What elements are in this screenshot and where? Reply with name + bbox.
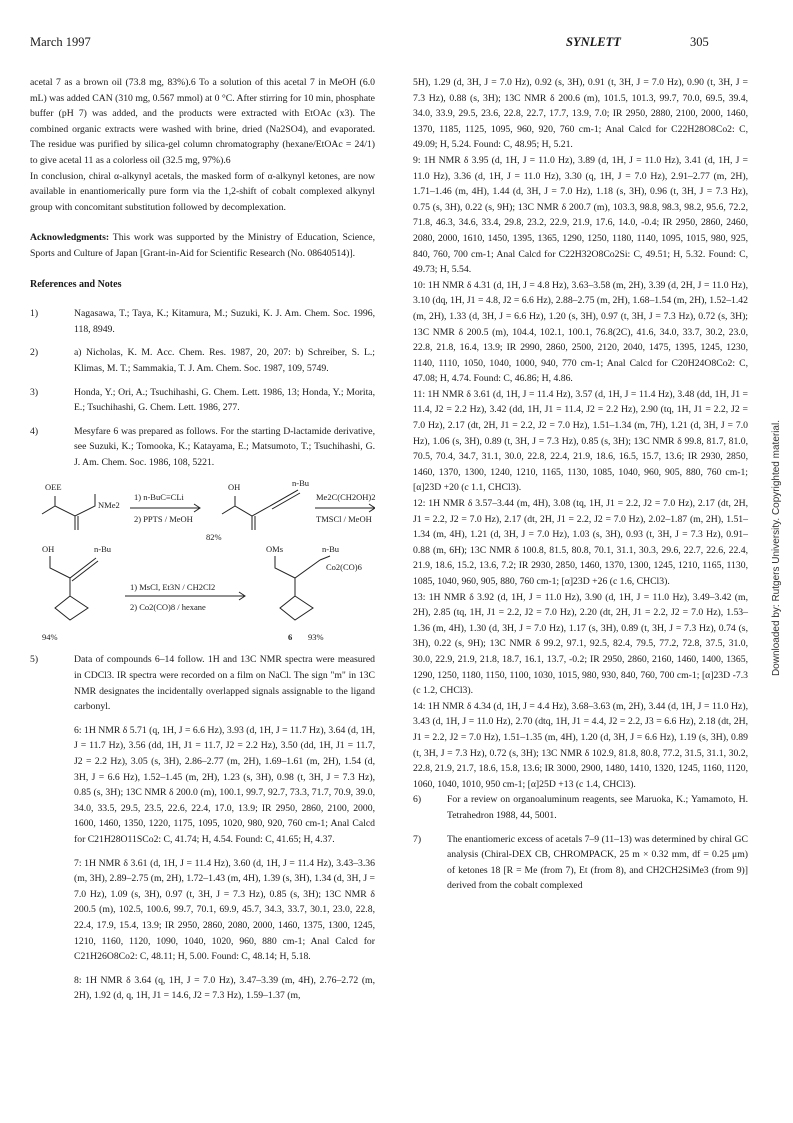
- references-heading: References and Notes: [30, 278, 122, 290]
- reaction-scheme: [30, 478, 375, 648]
- reference-number: 7): [413, 833, 422, 845]
- download-watermark: Downloaded by: Rutgers University. Copyrighted material.: [771, 420, 782, 677]
- reference-item: [413, 832, 748, 894]
- reference-number: 6): [413, 794, 422, 806]
- compound-data-6: 6: 1H NMR δ 5.71 (q, 1H, J = 6.6 Hz), 3.93 (d, 1H, J = 11.7 Hz), 3.64 (d, 1H, J = 11.7 Hz), 3.56 (dd, 1H, J1 = 11.7, J2 = 2.2 Hz), 3.50 (dd, 1H, J1 = 11.7, J2 = 2.2 Hz), 3.05 (s, 3H), 2.86–2.77 (m, 2H), 1.69–1.61 (m, 2H), 1.54 (d, 3H, J = 6.6 Hz), 1.52–1.45 (m, 2H), 1.23 (s, 3H), 0.98 (t, 3H, J = 7.3 Hz), 0.85 (s, 3H); 13C NMR δ 200.0 (m), 100.1, 99.7, 92.7, 73.3, 71.7, 70.9, 39.0, 34.0, 33.5, 29.5, 23.5, 22.6, 22.4, 17.0, 13.9; IR 2950, 2860, 2100, 2000, 1600, 1460, 1350, 1220, 1175, 1095, 1020, 980, 920, 760 cm-1; Anal Calcd for C21H28O11SCo2: C, 41.74; H, 4.54. Found: C, 41.65; H, 4.37.: [74, 724, 375, 845]
- compound-data-12: 12: 1H NMR δ 3.57–3.44 (m, 4H), 3.08 (tq, 1H, J1 = 2.2, J2 = 7.0 Hz), 2.17 (dt, 2H, J1 = 2.2, J2 = 7.0 Hz), 2.17 (dt, 2H, J1 = 2.2, J2 = 7.0 Hz), 2.02–1.87 (m, 2H), 1.51–1.34 (m, 4H), 1.21 (d, 3H, J = 7.0 Hz), 1.03 (s, 3H), 0.93 (t, 3H, J = 7.3 Hz), 0.91–0.88 (m, 6H); 13C NMR δ 100.8, 81.5, 80.8, 70.1, 31.1, 30.3, 29.6, 22.7, 22.6, 22.4, 21.9, 18.6, 15.2, 13.6, 7.2; IR 2930, 2850, 1460, 1370, 1300, 1245, 1210, 1165, 1130, 1085, 1040, 960, 905, 880, 760 cm-1; [α]23D +26 (c 1.6, CHCl3).: [413, 498, 748, 587]
- label-nbu-bottom: n-Bu: [94, 544, 111, 555]
- reference-text: a) Nicholas, K. M. Acc. Chem. Res. 1987, 20, 207: b) Schreiber, S. L.; Klimas, M. T.; Sammakia, T. J. Am. Chem. Soc. 1987, 109, 5749.: [74, 347, 375, 374]
- reference-item: [413, 792, 748, 823]
- bond-lines-4: [275, 556, 320, 578]
- reference-text: Data of compounds 6–14 follow. 1H and 13C NMR spectra were measured in CDCl3. IR spectra were recorded on a film on NaCl. The sign "m" in 13C NMR designates the incidentally overlapped signals assignable to the ligand carbonyl.: [74, 654, 375, 713]
- ack-text: This work was supported by the Ministry of Education, Science, Sports and Culture of Japan [Grant-in-Aid for Scientific Research (No. 08640514)].: [30, 232, 375, 259]
- reference-text: The enantiomeric excess of acetals 7–9 (11–13) was determined by chiral GC analysis (Chiral-DEX CB, CHROMPACK, 25 m × 0.32 mm, df = 0.25 μm) of ketones 18 [R = Me (from 7), Et (from 8), and CH2CH2SiMe3 (from 9)] derived from the cobalt complexed: [447, 833, 748, 892]
- scheme-drawing: [30, 478, 375, 648]
- reference-item: [30, 652, 375, 714]
- reference-item: [30, 385, 375, 416]
- compound-data-8: 8: 1H NMR δ 3.64 (q, 1H, J = 7.0 Hz), 3.47–3.39 (m, 4H), 2.76–2.72 (m, 2H), 1.92 (d, q, 1H, J1 = 14.6, J2 = 7.3 Hz), 1.59–1.37 (m,: [74, 974, 375, 1002]
- label-yield-top: 82%: [206, 532, 222, 543]
- ack-heading: Acknowledgments:: [30, 232, 110, 244]
- reference-item: [30, 306, 375, 337]
- reference-number: 1): [30, 308, 39, 320]
- header-journal: SYNLETT: [566, 35, 621, 49]
- left-column: [30, 75, 375, 1012]
- label-oms: OMs: [266, 544, 284, 555]
- right-column: [413, 75, 748, 902]
- header-page-number: 305: [690, 35, 709, 49]
- label-oee: OEE: [45, 482, 62, 493]
- conclusion-paragraph: In conclusion, chiral α-alkynyl acetals, the masked form of α-alkynyl ketones, are now available in enantiomerically pure form via the 1,2-shift of cobalt complexed alkynyl group with concomitant substitution followed by decomplexation.: [30, 170, 375, 213]
- label-nme2: NMe2: [98, 500, 120, 511]
- label-co2co6: Co2(CO)6: [326, 562, 362, 573]
- reference-text: For a review on organoaluminum reagents, see Maruoka, K.; Yamamoto, H. Tetrahedron 1988, 44, 5001.: [447, 794, 748, 821]
- reference-item: [30, 424, 375, 471]
- label-reagent-1: 1) n-BuC≡CLi: [134, 492, 184, 503]
- label-reagent-5: 1) MsCl, Et3N / CH2Cl2: [130, 582, 216, 593]
- label-oh-top: OH: [228, 482, 241, 493]
- label-reagent-2: 2) PPTS / MeOH: [134, 514, 193, 525]
- label-nbu-right: n-Bu: [322, 544, 339, 555]
- reference-item: [30, 345, 375, 376]
- label-yield-94: 94%: [42, 632, 58, 643]
- reference-number: 3): [30, 386, 39, 398]
- intro-paragraph: acetal 7 as a brown oil (73.8 mg, 83%).6 To a solution of this acetal 7 in MeOH (6.0 mL) was added CAN (310 mg, 0.567 mmol) at 0 °C. After stirring for 10 min, phosphate buffer (pH 7) was added, and the products were extracted with EtOAc (x3). The combined organic extracts were washed with brine, dried (Na2SO4), and evaporated. The residue was purified by silica-gel column chromatography (hexane/EtOAc = 24/1) to give acetal 11 as a colorless oil (32.5 mg, 97%).6: [30, 77, 375, 166]
- compound-data-13: 13: 1H NMR δ 3.92 (d, 1H, J = 11.0 Hz), 3.90 (d, 1H, J = 11.0 Hz), 3.49–3.42 (m, 2H), 2.85 (tq, 1H, J1 = 2.2, J2 = 7.0 Hz), 2.20 (dt, 2H, J1 = 2.2, J2 = 7.0 Hz), 1.53–1.36 (m, 4H), 1.30 (d, 3H, J = 7.0 Hz), 1.17 (s, 3H), 0.89 (t, 3H, J = 7.3 Hz), 0.74 (s, 3H), 0.22 (s, 9H); 13C NMR δ 99.2, 97.1, 92.5, 82.4, 79.5, 77.2, 72.8, 37.5, 31.0, 30.0, 22.9, 21.9, 21.8, 18.7, 16.1, 13.7, -0.2; IR 2950, 2860, 2160, 1460, 1400, 1365, 1290, 1250, 1180, 1150, 1100, 1030, 1015, 980, 930, 840, 760, 700 cm-1; [α]23D -7.3 (c 1.2, CHCl3).: [413, 591, 748, 697]
- compound-data-9: 9: 1H NMR δ 3.95 (d, 1H, J = 11.0 Hz), 3.89 (d, 1H, J = 11.0 Hz), 3.41 (d, 1H, J = 11.0 Hz), 3.36 (d, 1H, J = 11.0 Hz), 3.30 (q, 1H, J = 7.0 Hz), 2.91–2.77 (m, 2H), 1.71–1.46 (m, 4H), 1.44 (d, 3H, J = 7.0 Hz), 1.18 (s, 3H), 0.96 (t, 3H, J = 7.3 Hz), 0.75 (s, 3H), 0.22 (s, 9H); 13C NMR δ 200.7 (m), 103.3, 98.8, 98.3, 98.2, 95.6, 72.2, 71.8, 46.3, 34.6, 33.4, 29.8, 23.2, 22.9, 21.9, 17.6, 14.0, -0.4; IR 2950, 2860, 2460, 2080, 2000, 1610, 1450, 1395, 1365, 1290, 1250, 1180, 1140, 1095, 1015, 980, 925, 840, 760, 700 cm-1; Anal Calcd for C22H32O8Co2Si: C, 49.51; H, 5.32. Found: C, 49.73; H, 5.54.: [413, 154, 748, 276]
- label-compound-6: 6: [288, 632, 293, 643]
- bond-lines-3: [50, 556, 96, 578]
- reference-text: Nagasawa, T.; Taya, K.; Kitamura, M.; Suzuki, K. J. Am. Chem. Soc. 1996, 118, 8949.: [74, 308, 375, 335]
- label-oh-bottom: OH: [42, 544, 55, 555]
- reference-number: 2): [30, 347, 39, 359]
- label-nbu-top: n-Bu: [292, 478, 309, 489]
- label-reagent-3: Me2C(CH2OH)2: [316, 492, 376, 503]
- label-yield-93: 93%: [308, 632, 324, 643]
- reference-number: 5): [30, 654, 39, 666]
- compound-data-11: 11: 1H NMR δ 3.61 (d, 1H, J = 11.4 Hz), 3.57 (d, 1H, J = 11.4 Hz), 3.48 (dd, 1H, J1 = 11.4, J2 = 2.2 Hz), 3.42 (dd, 1H, J1 = 11.4, J2 = 2.2 Hz), 2.90 (tq, 1H, J1 = 2.2, J2 = 7.0 Hz), 2.17 (dt, 2H, J1 = 2.2, J2 = 7.0 Hz), 1.51–1.34 (m, 7H), 1.21 (d, 3H, J = 7.0 Hz), 1.06 (s, 3H), 0.89 (t, 3H, J = 7.3 Hz), 0.85 (s, 3H); 13C NMR δ 99.8, 81.7, 81.0, 70.5, 70.4, 34.7, 31.1, 30.0, 22.8, 22.4, 21.9, 18.6, 16.5, 15.7, 13.6; IR 2930, 2850, 1460, 1370, 1300, 1240, 1210, 1165, 1130, 1085, 1040, 960, 905, 880, 760 cm-1; [α]23D +20 (c 1.1, CHCl3).: [413, 388, 748, 494]
- compound-data-14: 14: 1H NMR δ 4.34 (d, 1H, J = 4.4 Hz), 3.68–3.63 (m, 2H), 3.44 (d, 1H, J = 11.0 Hz), 3.43 (d, 1H, J = 11.0 Hz), 2.70 (dtq, 1H, J1 = 4.4, J2 = 2.2, J3 = 6.6 Hz), 2.18 (dt, 2H, J1 = 2.2, J2 = 7.0 Hz), 1.51–1.35 (m, 4H), 1.20 (d, 3H, J = 6.6 Hz), 1.19 (s, 3H), 0.89 (t, 3H, J = 7.3 Hz), 0.72 (s, 3H); 13C NMR δ 102.9, 81.8, 80.8, 77.2, 31.5, 31.1, 30.2, 22.8, 21.9, 21.7, 18.6, 15.8, 13.6; IR 3000, 2900, 1480, 1410, 1320, 1245, 1160, 1120, 1060, 1040, 1010, 950 cm-1; [α]25D +13 (c 1.4, CHCl3).: [413, 700, 748, 790]
- acknowledgments: [30, 230, 375, 261]
- header-date: March 1997: [30, 35, 91, 49]
- reference-text: Mesyfare 6 was prepared as follows. For the starting D-lactamide derivative, see Suzuki, K.; Tomooka, K.; Katayama, E.; Matsumoto, T.; Tsuchihashi, G. J. Am. Chem. Soc. 1986, 108, 5221.: [74, 425, 375, 468]
- compound-data-10: 10: 1H NMR δ 4.31 (d, 1H, J = 4.8 Hz), 3.63–3.58 (m, 2H), 3.39 (d, 2H, J = 11.0 Hz), 3.10 (dq, 1H, J1 = 4.8, J2 = 6.6 Hz), 2.88–2.75 (m, 2H), 1.68–1.54 (m, 2H), 1.52–1.42 (m, 2H), 1.33 (d, 3H, J = 6.6 Hz), 1.20 (s, 3H), 0.97 (t, 3H, J = 7.3 Hz), 0.72 (s, 3H); 13C NMR δ 200.5 (m), 104.4, 102.1, 100.1, 76.8(2C), 41.6, 34.0, 33.7, 30.2, 23.0, 22.8, 21.8, 16.4, 13.9; IR 2990, 2860, 2500, 2120, 2040, 1475, 1395, 1245, 1230, 1140, 1110, 1050, 1040, 1000, 940, 770 cm-1; Anal Calcd for C20H24O8Co2: C, 47.08; H, 4.74. Found: C, 46.86; H, 4.86.: [413, 279, 748, 385]
- label-reagent-6: 2) Co2(CO)8 / hexane: [130, 602, 206, 613]
- reference-text: Honda, Y.; Ori, A.; Tsuchihashi, G. Chem. Lett. 1986, 13; Honda, Y.; Morita, E.; Tsuchihashi, G. Chem. Lett. 1986, 277.: [74, 386, 375, 414]
- reference-number: 4): [30, 425, 39, 437]
- compound-data-7: 7: 1H NMR δ 3.61 (d, 1H, J = 11.4 Hz), 3.60 (d, 1H, J = 11.4 Hz), 3.43–3.36 (m, 3H), 2.89–2.75 (m, 2H), 1.72–1.43 (m, 4H), 1.39 (s, 3H), 1.34 (d, 3H, J = 7.0 Hz), 1.09 (s, 3H), 0.97 (t, 3H, J = 7.3 Hz), 0.85 (s, 3H); 13C NMR δ 200.5 (m), 102.5, 100.6, 99.7, 70.1, 69.9, 45.7, 34.3, 33.7, 30.1, 23.0, 22.8, 22.4, 17.9, 15.4, 13.9; IR 2950, 2860, 2080, 2000, 1460, 1375, 1300, 1245, 1210, 1160, 1120, 1090, 1040, 1020, 960, 880 cm-1; Anal Calcd for C21H26O8Co2: C, 48.11; H, 5.00. Found: C, 48.14; H, 5.18.: [74, 857, 375, 963]
- bond-lines-2: [235, 490, 298, 516]
- label-reagent-4: TMSCl / MeOH: [316, 514, 372, 525]
- bond-lines-1: [55, 494, 95, 516]
- compound-data-8-continued: 5H), 1.29 (d, 3H, J = 7.0 Hz), 0.92 (s, 3H), 0.91 (t, 3H, J = 7.0 Hz), 0.90 (t, 3H, J = 7.3 Hz), 0.88 (s, 3H); 13C NMR δ 200.6 (m), 101.5, 101.3, 99.7, 70.0, 69.5, 39.4, 34.0, 33.9, 29.5, 23.6, 22.8, 22.7, 17.7, 13.9, 7.0; IR 2950, 2880, 2100, 2000, 1460, 1370, 1185, 1125, 1095, 960, 920, 760 cm-1; Anal Calcd for C22H28O8Co2: C, 49.09; H, 5.24. Found: C, 48.95; H, 5.21.: [413, 77, 748, 151]
